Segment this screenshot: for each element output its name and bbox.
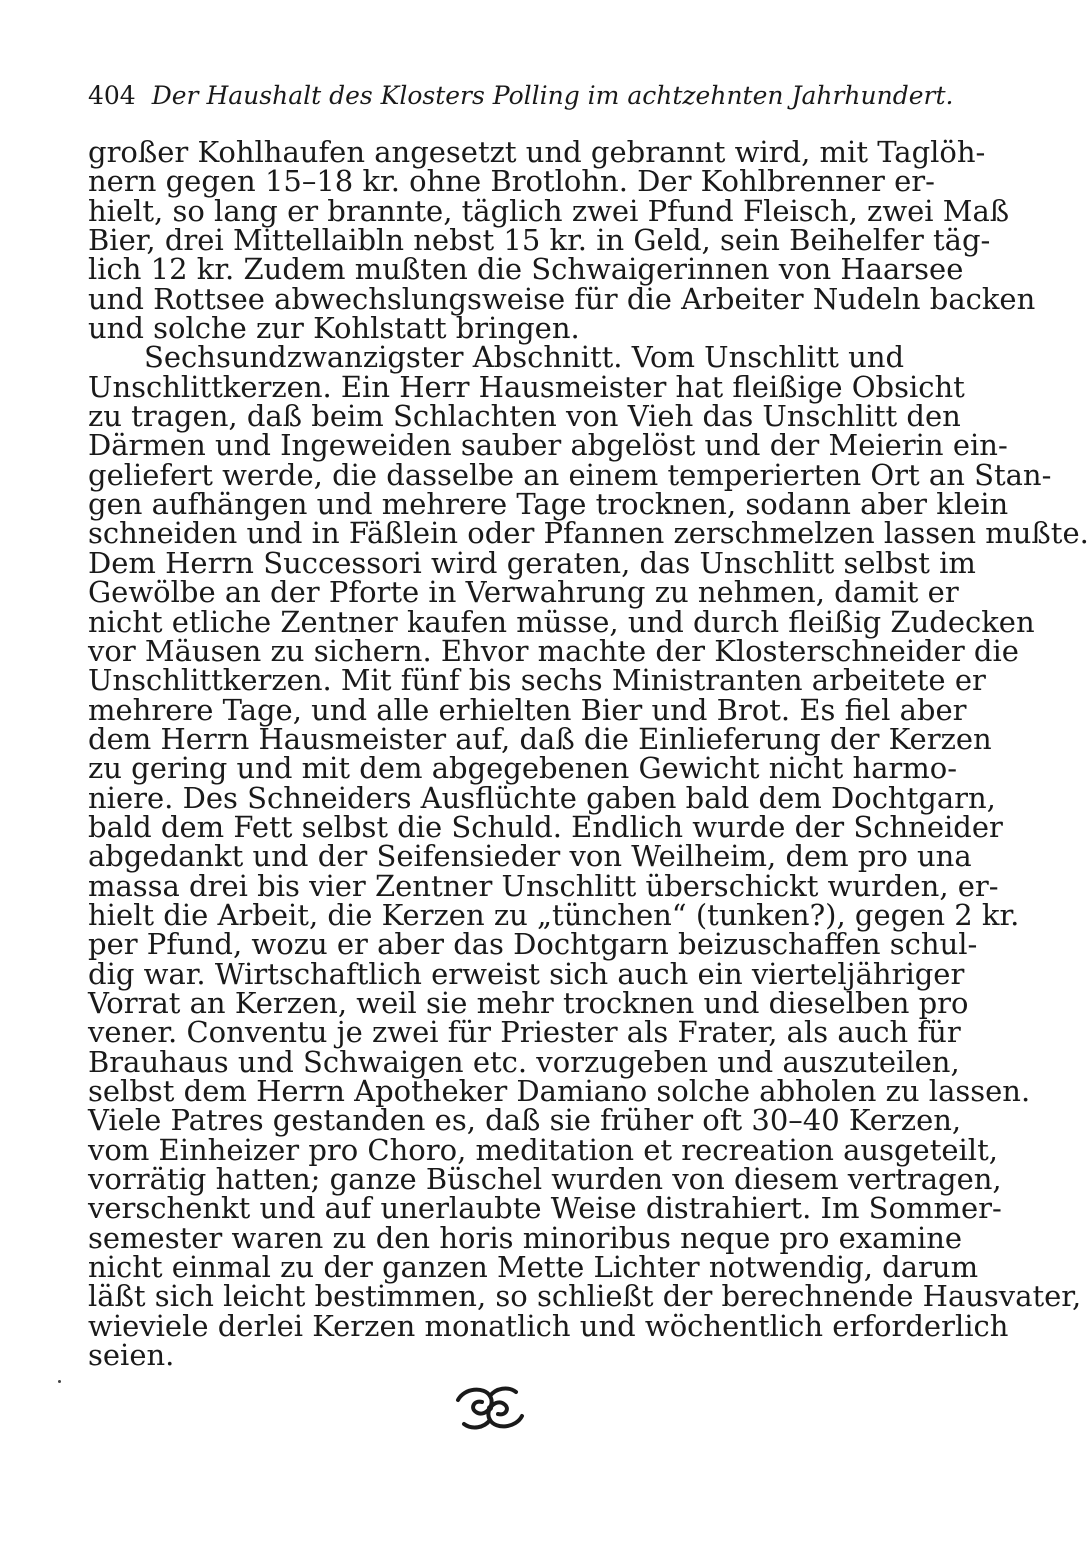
text-line: zu gering und mit dem abgegebenen Gewicht nicht harmo- xyxy=(88,751,958,786)
text-line: verschenkt und auf unerlaubte Weise distrahiert. Im Sommer- xyxy=(88,1191,1002,1226)
text-line: per Pfund, wozu er aber das Dochtgarn beizuschaffen schul- xyxy=(88,927,978,962)
text-line: nicht etliche Zentner kaufen müsse, und durch fleißig Zudecken xyxy=(88,604,1035,639)
text-line: Bier, drei Mittellaibln nebst 15 kr. in Geld, sein Beihelfer täg- xyxy=(88,223,991,258)
text-line: bald dem Fett selbst die Schuld. Endlich wurde der Schneider xyxy=(88,809,1003,844)
text-line: Viele Patres gestanden es, daß sie früher oft 30–40 Kerzen, xyxy=(88,1103,962,1138)
text-line: schneiden und in Fäßlein oder Pfannen zerschmelzen lassen mußte. xyxy=(88,516,1089,551)
text-line: hielt die Arbeit, die Kerzen zu „tünchen“ (tunken?), gegen 2 kr. xyxy=(88,897,1020,932)
text-line: vener. Conventu je zwei für Priester als Frater, als auch für xyxy=(88,1015,961,1050)
text-line: zu tragen, daß beim Schlachten von Vieh das Unschlitt den xyxy=(88,399,961,434)
text-line: niere. Des Schneiders Ausflüchte gaben bald dem Dochtgarn, xyxy=(88,780,996,815)
text-line: großer Kohlhaufen angesetzt und gebrannt wird, mit Taglöh- xyxy=(88,135,986,169)
text-line: dig war. Wirtschaftlich erweist sich auch ein vierteljähriger xyxy=(88,956,965,991)
text-line: nicht einmal zu der ganzen Mette Lichter notwendig, darum xyxy=(88,1250,979,1285)
text-line: Vorrat an Kerzen, weil sie mehr trocknen und dieselben pro xyxy=(88,985,969,1020)
text-line: massa drei bis vier Zentner Unschlitt überschickt wurden, er- xyxy=(88,868,999,903)
text-line: und Rottsee abwechslungsweise für die Arbeiter Nudeln backen xyxy=(88,281,1036,316)
text-line: nern gegen 15–18 kr. ohne Brotlohn. Der Kohlbrenner er- xyxy=(88,164,935,199)
text-line: und solche zur Kohlstatt bringen. xyxy=(88,311,580,346)
page-header xyxy=(88,78,954,114)
text-line: Gewölbe an der Pforte in Verwahrung zu nehmen, damit er xyxy=(88,575,959,610)
text-line: gen aufhängen und mehrere Tage trocknen, sodann aber klein xyxy=(88,487,1009,522)
text-line: Därmen und Ingeweiden sauber abgelöst und der Meierin ein- xyxy=(88,428,1008,463)
text-line: selbst dem Herrn Apotheker Damiano solche abholen zu lassen. xyxy=(88,1074,1031,1108)
running-title: Der Haushalt des Klosters Polling im achtzehnten Jahrhundert. xyxy=(151,81,954,110)
text-line: vorrätig hatten; ganze Büschel wurden von diesem vertragen, xyxy=(88,1162,1002,1197)
section-heading-line: Sechsundzwanzigster Abschnitt. Vom Unschlitt und xyxy=(144,340,905,375)
page-number: 404 xyxy=(88,81,136,110)
text-line: vom Einheizer pro Choro, meditation et recreation ausgeteilt, xyxy=(88,1132,998,1167)
text-line: Brauhaus und Schwaigen etc. vorzugeben und auszuteilen, xyxy=(88,1044,960,1079)
text-line: Unschlittkerzen. Mit fünf bis sechs Ministranten arbeitete er xyxy=(88,663,986,698)
text-line: semester waren zu den horis minoribus neque pro examine xyxy=(88,1220,963,1255)
text-line: mehrere Tage, und alle erhielten Bier und Brot. Es fiel aber xyxy=(88,692,967,727)
text-line: Dem Herrn Successori wird geraten, das Unschlitt selbst im xyxy=(88,545,976,580)
text-line: vor Mäusen zu sichern. Ehvor machte der Klosterschneider die xyxy=(88,633,1019,668)
print-speck xyxy=(58,1380,61,1383)
text-line: geliefert werde, die dasselbe an einem temperierten Ort an Stan- xyxy=(88,457,1052,492)
tailpiece-ornament-icon xyxy=(450,1378,530,1438)
text-line: läßt sich leicht bestimmen, so schließt der berechnende Hausvater, xyxy=(88,1279,1082,1314)
text-line: abgedankt und der Seifensieder von Weilheim, dem pro una xyxy=(88,839,972,874)
text-line: seien. xyxy=(88,1338,175,1373)
text-line: hielt, so lang er brannte, täglich zwei Pfund Fleisch, zwei Maß xyxy=(88,193,1010,228)
text-line: dem Herrn Hausmeister auf, daß die Einlieferung der Kerzen xyxy=(88,721,992,756)
text-line: wieviele derlei Kerzen monatlich und wöchentlich erforderlich xyxy=(88,1308,1009,1343)
text-line: lich 12 kr. Zudem mußten die Schwaigerinnen von Haarsee xyxy=(88,252,964,287)
body-text xyxy=(88,135,1089,1373)
text-line: Unschlittkerzen. Ein Herr Hausmeister hat fleißige Obsicht xyxy=(88,369,965,404)
